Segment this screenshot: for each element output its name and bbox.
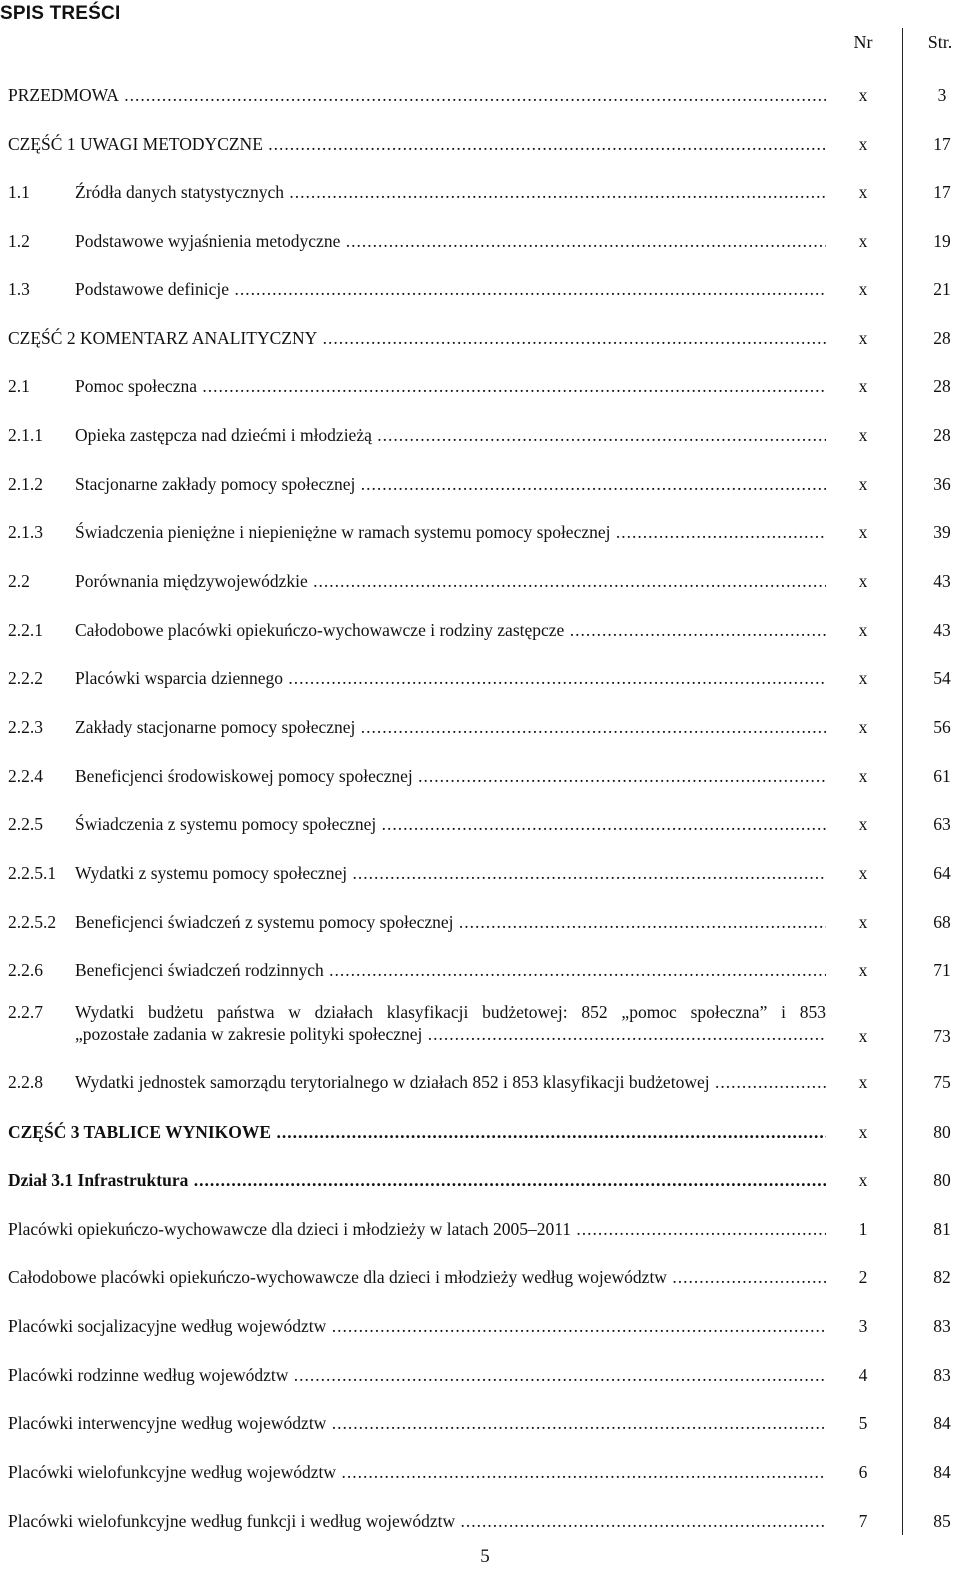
dot-leader	[271, 1122, 826, 1142]
toc-entry-page: 3	[937, 85, 947, 105]
dot-leader	[326, 1316, 826, 1336]
toc-entry-table-nr: x	[858, 182, 868, 202]
toc-entry-table-nr: x	[858, 814, 868, 834]
toc-entry[interactable]	[8, 1461, 826, 1483]
toc-entry[interactable]	[8, 230, 826, 252]
dot-leader	[454, 912, 826, 932]
toc-entry-title: Świadczenia pieniężne i niepieniężne w ramach systemu pomocy społecznej	[75, 522, 611, 542]
toc-entry-page: 63	[933, 814, 951, 834]
toc-entry-table-nr: x	[858, 960, 868, 980]
toc-entry-table-nr: 3	[858, 1316, 868, 1336]
toc-entry-table-nr: 1	[858, 1219, 868, 1239]
toc-entry-number: 2.2.5.1	[8, 863, 57, 883]
toc-entry-title: Całodobowe placówki opiekuńczo-wychowawcze dla dzieci i młodzieży według województw	[8, 1267, 667, 1287]
toc-entry-page: 85	[933, 1511, 951, 1531]
toc-entry-title: Pomoc społeczna	[75, 376, 197, 396]
toc-entry-number: 2.2.7	[8, 1002, 43, 1022]
toc-entry-page: 84	[933, 1413, 951, 1433]
toc-entry-title: Beneficjenci środowiskowej pomocy społecznej	[75, 766, 413, 786]
toc-entry[interactable]	[8, 1169, 826, 1191]
column-header-page: Str.	[927, 32, 953, 52]
toc-entry-title: Placówki wielofunkcyjne według funkcji i według województw	[8, 1511, 456, 1531]
toc-entry-title: CZĘŚĆ 1 UWAGI METODYCZNE	[8, 134, 263, 154]
toc-entry-table-nr: x	[858, 328, 868, 348]
toc-entry-title: Placówki interwencyjne według województw	[8, 1413, 327, 1433]
toc-entry-page: 28	[933, 376, 951, 396]
toc-entry-table-nr: x	[858, 474, 868, 494]
toc-entry[interactable]	[8, 570, 826, 592]
toc-entry[interactable]	[8, 473, 826, 495]
toc-entry-table-nr: x	[858, 376, 868, 396]
toc-entry-table-nr: x	[858, 134, 868, 154]
toc-entry-title: Świadczenia z systemu pomocy społecznej	[75, 814, 377, 834]
toc-entry-table-nr: 6	[858, 1462, 868, 1482]
toc-entry-title: Opieka zastępcza nad dziećmi i młodzieżą	[75, 425, 372, 445]
dot-leader	[288, 1365, 826, 1385]
toc-entry[interactable]	[8, 424, 826, 446]
toc-entry-table-nr: x	[858, 1072, 868, 1092]
dot-leader	[355, 717, 826, 737]
toc-entry-page: 36	[933, 474, 951, 494]
toc-entry-table-nr: x	[858, 522, 868, 542]
toc-entry-page: 68	[933, 912, 951, 932]
dot-leader	[455, 1511, 826, 1531]
toc-entry-page: 19	[933, 231, 951, 251]
column-divider	[902, 28, 903, 1535]
toc-entry-number: 2.2.5.2	[8, 912, 57, 932]
dot-leader	[667, 1267, 826, 1287]
toc-entry-page: 61	[933, 766, 951, 786]
toc-entry-title: Porównania międzywojewódzkie	[75, 571, 308, 591]
toc-entry-table-nr: x	[858, 85, 868, 105]
toc-entry-table-nr: 4	[858, 1365, 868, 1385]
toc-entry-table-nr: x	[858, 912, 868, 932]
toc-entry-number: 1.1	[8, 182, 30, 202]
page-title: SPIS TREŚCI	[0, 3, 121, 24]
toc-entry-page: 83	[933, 1316, 951, 1336]
toc-entry-table-nr: x	[858, 668, 868, 688]
toc-entry-table-nr: x	[858, 766, 868, 786]
toc-entry-page: 75	[933, 1072, 951, 1092]
dot-leader	[564, 620, 826, 640]
toc-entry-table-nr: x	[858, 863, 868, 883]
toc-entry-title: Placówki opiekuńczo-wychowawcze dla dzieci i młodzieży w latach 2005‒2011	[8, 1219, 572, 1239]
toc-entry-number: 2.1.1	[8, 425, 43, 445]
toc-entry-title-continued: „pozostałe zadania w zakresie polityki społecznej	[75, 1024, 423, 1044]
toc-entry[interactable]	[8, 1510, 826, 1532]
dot-leader	[372, 425, 826, 445]
toc-entry-table-nr: x	[858, 1122, 868, 1142]
toc-entry[interactable]	[8, 911, 826, 933]
toc-entry-title: PRZEDMOWA	[8, 85, 119, 105]
toc-entry-page: 64	[933, 863, 951, 883]
toc-entry[interactable]	[8, 84, 826, 106]
toc-entry-number: 2.1.3	[8, 522, 43, 542]
toc-entry-title: Całodobowe placówki opiekuńczo-wychowawcze i rodziny zastępcze	[75, 620, 565, 640]
dot-leader	[229, 279, 826, 299]
toc-entry-page: 43	[933, 571, 951, 591]
toc-entry-page: 83	[933, 1365, 951, 1385]
dot-leader	[197, 376, 826, 396]
toc-entry-title: Wydatki z systemu pomocy społecznej	[75, 863, 348, 883]
toc-entry[interactable]	[8, 862, 826, 884]
toc-entry[interactable]	[8, 1266, 826, 1288]
toc-entry-page: 80	[933, 1122, 951, 1142]
toc-entry-title: Wydatki jednostek samorządu terytorialnego w działach 852 i 853 klasyfikacji budżetowej	[75, 1072, 710, 1092]
dot-leader	[317, 328, 826, 348]
toc-entry-table-nr: 5	[858, 1413, 868, 1433]
dot-leader	[710, 1072, 826, 1092]
toc-entry-title: CZĘŚĆ 2 KOMENTARZ ANALITYCZNY	[8, 328, 318, 348]
toc-entry-title: Stacjonarne zakłady pomocy społecznej	[75, 474, 356, 494]
dot-leader	[188, 1170, 826, 1190]
toc-entry-title: Placówki wsparcia dziennego	[75, 668, 283, 688]
toc-entry[interactable]	[8, 1121, 826, 1143]
toc-entry[interactable]	[8, 1218, 826, 1240]
column-header-nr: Nr	[853, 32, 873, 52]
toc-entry[interactable]	[8, 1315, 826, 1337]
toc-entry[interactable]	[8, 181, 826, 203]
dot-leader	[119, 85, 826, 105]
toc-entry-number: 2.2.4	[8, 766, 43, 786]
toc-entry-page: 17	[933, 182, 951, 202]
dot-leader	[308, 571, 826, 591]
toc-entry[interactable]	[8, 716, 826, 738]
toc-entry-number: 2.2.5	[8, 814, 43, 834]
toc-entry-number: 2.2.2	[8, 668, 43, 688]
toc-entry-number: 2.2.3	[8, 717, 43, 737]
dot-leader	[611, 522, 827, 542]
toc-entry[interactable]	[8, 1071, 826, 1093]
toc-entry-page: 17	[933, 134, 951, 154]
toc-entry[interactable]	[8, 521, 826, 543]
toc-entry-table-nr: x	[858, 571, 868, 591]
toc-entry-title: Beneficjenci świadczeń z systemu pomocy społecznej	[75, 912, 454, 932]
toc-entry[interactable]	[8, 619, 826, 641]
toc-entry-title: Podstawowe definicje	[75, 279, 230, 299]
dot-leader	[355, 474, 826, 494]
toc-entry-page: 82	[933, 1267, 951, 1287]
toc-entry-page: 54	[933, 668, 951, 688]
toc-entry-number: 2.2.6	[8, 960, 43, 980]
page-number: 5	[480, 1546, 490, 1567]
toc-entry-page: 39	[933, 522, 951, 542]
toc-entry-number: 2.2.8	[8, 1072, 43, 1092]
dot-leader	[340, 231, 826, 251]
toc-entry-page: 71	[933, 960, 951, 980]
toc-entry-title: Podstawowe wyjaśnienia metodyczne	[75, 231, 341, 251]
toc-entry-table-nr: x	[858, 231, 868, 251]
toc-entry-table-nr: x	[858, 717, 868, 737]
toc-entry-table-nr: x	[858, 279, 868, 299]
dot-leader	[284, 182, 826, 202]
toc-entry-title: Placówki rodzinne według województw	[8, 1365, 289, 1385]
dot-leader	[336, 1462, 826, 1482]
toc-entry[interactable]	[8, 327, 826, 349]
toc-entry-title: Placówki socjalizacyjne według województw	[8, 1316, 327, 1336]
toc-entry[interactable]	[8, 1412, 826, 1434]
toc-entry[interactable]	[8, 278, 826, 300]
toc-entry-table-nr: 7	[858, 1511, 868, 1531]
toc-entry-page: 56	[933, 717, 951, 737]
toc-entry[interactable]	[8, 1001, 826, 1049]
toc-entry-title: Dział 3.1 Infrastruktura	[8, 1170, 189, 1190]
dot-leader	[263, 134, 826, 154]
toc-entry[interactable]	[8, 813, 826, 835]
toc-entry-page: 43	[933, 620, 951, 640]
toc-entry-table-nr: x	[858, 425, 868, 445]
dot-leader	[326, 1413, 826, 1433]
toc-entry-table-nr: x	[858, 1170, 868, 1190]
toc-entry-title: CZĘŚĆ 3 TABLICE WYNIKOWE	[8, 1122, 272, 1142]
dot-leader	[283, 668, 826, 688]
dot-leader	[347, 863, 826, 883]
toc-entry[interactable]	[8, 765, 826, 787]
toc-entry-table-nr: x	[858, 620, 868, 640]
toc-entry-title: Wydatki budżetu państwa w działach klasyfikacji budżetowej: 852 „pomoc społeczna” i 853	[75, 1002, 826, 1022]
toc-entry-number: 2.2	[8, 571, 30, 591]
dot-leader	[324, 960, 826, 980]
toc-entry-number: 2.1	[8, 376, 30, 396]
toc-entry-number: 1.3	[8, 279, 30, 299]
toc-entry-table-nr: 2	[858, 1267, 868, 1287]
toc-entry-page: 81	[933, 1219, 951, 1239]
toc-entry-title: Beneficjenci świadczeń rodzinnych	[75, 960, 324, 980]
toc-entry-title: Placówki wielofunkcyjne według województw	[8, 1462, 337, 1482]
toc-entry[interactable]	[8, 1364, 826, 1386]
toc-entry-page: 21	[933, 279, 951, 299]
toc-entry-title: Źródła danych statystycznych	[75, 182, 284, 202]
toc-entry-number: 2.2.1	[8, 620, 43, 640]
dot-leader	[571, 1219, 826, 1239]
toc-entry-page: 73	[933, 1026, 951, 1046]
toc-entry[interactable]	[8, 133, 826, 155]
toc-entry[interactable]	[8, 667, 826, 689]
toc-entry[interactable]	[8, 959, 826, 981]
toc-entry[interactable]	[8, 375, 826, 397]
toc-entry-table-nr: x	[858, 1026, 868, 1046]
dot-leader	[422, 1024, 826, 1044]
toc-entry-page: 28	[933, 328, 951, 348]
toc-entry-title: Zakłady stacjonarne pomocy społecznej	[75, 717, 356, 737]
toc-entry-number: 2.1.2	[8, 474, 43, 494]
toc-entry-page: 84	[933, 1462, 951, 1482]
dot-leader	[376, 814, 826, 834]
toc-entry-page: 80	[933, 1170, 951, 1190]
toc-entry-page: 28	[933, 425, 951, 445]
dot-leader	[413, 766, 826, 786]
toc-entry-number: 1.2	[8, 231, 30, 251]
